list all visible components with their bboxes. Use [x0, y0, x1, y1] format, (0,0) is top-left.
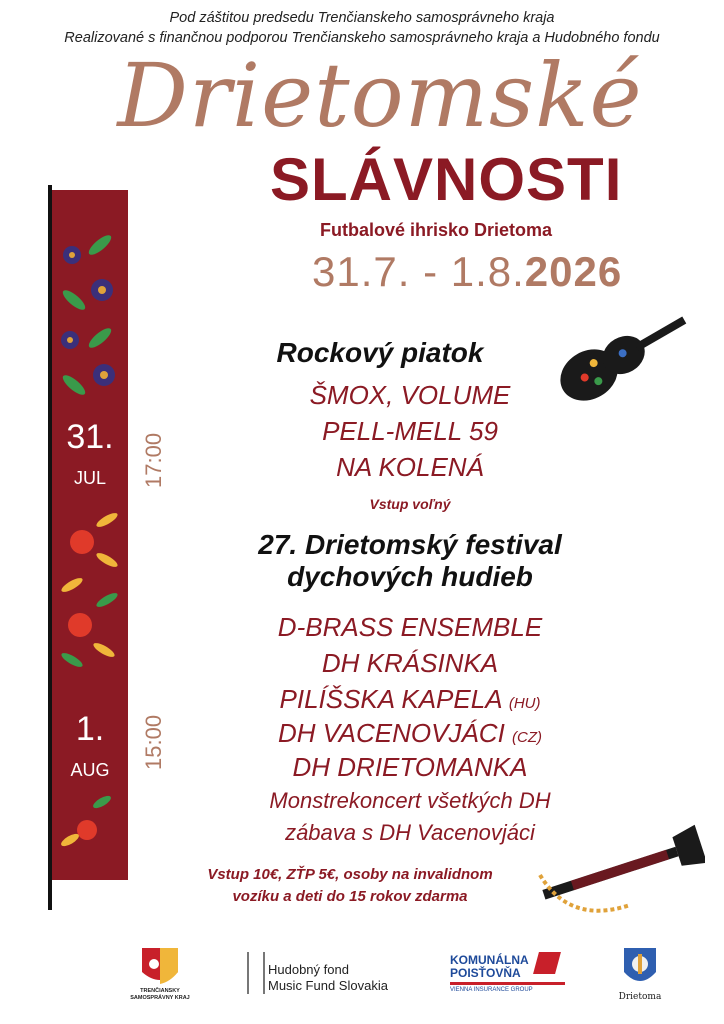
day1-time: 17:00 — [141, 432, 166, 488]
day1-band-2: PELL-MELL 59 — [322, 416, 498, 446]
drietoma-label: Drietoma — [618, 992, 662, 1002]
day1-entry: Vstup voľný — [369, 496, 451, 512]
tsk-label: TRENČIANSKY SAMOSPRÁVNY KRAJ — [130, 988, 190, 1001]
day1-band-1: ŠMOX, VOLUME — [309, 380, 511, 410]
hudobny-fond-logo-icon — [247, 952, 265, 994]
day2-heading-2: dychových hudieb — [287, 561, 533, 592]
day2-heading-1: 27. Drietomský festival — [258, 529, 562, 560]
tsk-logo-icon — [140, 946, 180, 988]
day2-entry-1: Vstup 10€, ZŤP 5€, osoby na invalidnom — [207, 866, 493, 883]
day2-extra-1: Monstrekoncert všetkých DH — [269, 788, 551, 813]
day1-band-3: NA KOLENÁ — [336, 452, 484, 482]
day2-band-5: DH DRIETOMANKA — [292, 752, 528, 782]
venue: Futbalové ihrisko Drietoma — [320, 220, 553, 240]
day2-number: 1. — [75, 710, 105, 748]
day2-month: AUG — [70, 760, 110, 780]
drietoma-crest-icon — [622, 946, 658, 990]
title-script: Drietomské — [117, 44, 643, 147]
day2-extra-2: zábava s DH Vacenovjáci — [285, 820, 535, 845]
patronage-line: Pod záštitou predsedu Trenčianskeho samosprávneho kraja — [169, 10, 555, 26]
funding-line: Realizované s finančnou podporou Trenčianskeho samosprávneho kraja a Hudobného fondu — [64, 30, 660, 46]
day1-heading: Rockový piatok — [276, 337, 484, 368]
title-main: SLÁVNOSTI — [270, 146, 623, 213]
day2-band-1: D-BRASS ENSEMBLE — [277, 612, 543, 642]
day2-time: 15:00 — [141, 714, 166, 770]
day1-month: JUL — [73, 468, 106, 488]
clarinet-icon — [530, 815, 705, 925]
day2-entry-2: vozíku a deti do 15 rokov zdarma — [232, 888, 468, 905]
event-dates: 31.7. - 1.8.2026 — [312, 248, 623, 295]
day2-band-4: DH VACENOVJÁCI (CZ) — [277, 718, 543, 748]
day2-band-3: PILÍŠSKA KAPELA (HU) — [279, 684, 541, 714]
komunalna-logo: KOMUNÁLNA POISŤOVŇA VIENNA INSURANCE GROUP — [450, 954, 565, 993]
hudobny-fond-label: Hudobný fond Music Fund Slovakia — [268, 962, 388, 994]
day2-band-2: DH KRÁSINKA — [321, 648, 499, 678]
day1-number: 31. — [66, 418, 114, 456]
